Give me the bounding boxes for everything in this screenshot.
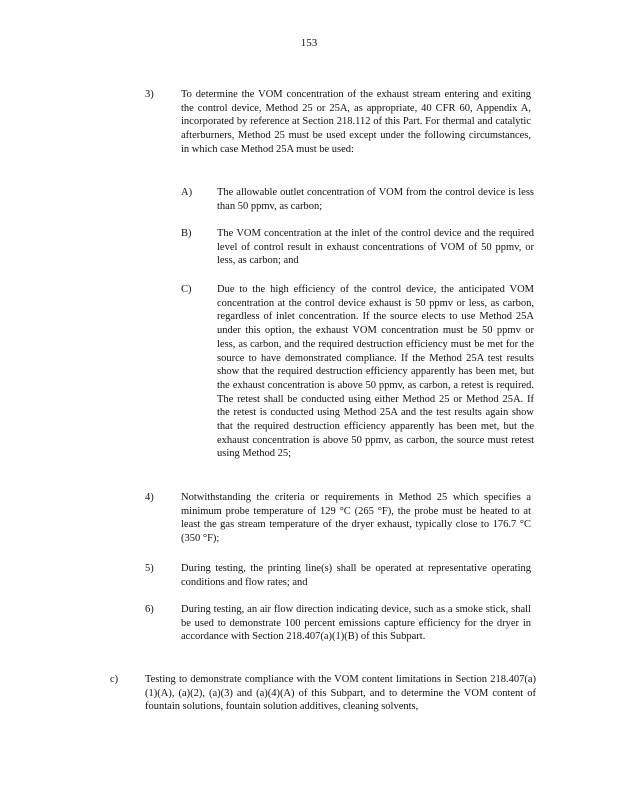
list-marker: B) [181,228,192,239]
list-item-text: During testing, an air flow direction indicating device, such as a smoke stick, shall be used to demonstrate 100 percent emissions capture efficiency for the dryer in accordance with Section 218.407(a)(1)(B) of this Subpart. [181,604,531,643]
list-marker: 3) [145,89,154,100]
list-item-text: Notwithstanding the criteria or requirements in Method 25 which specifies a minimum probe temperature of 129 °C (265 °F), the probe must be heated to at least the gas stream temperature of the dryer exhaust, typically close to 176.7 °C (350 °F); [181,492,531,545]
list-marker: 4) [145,492,154,503]
list-item-text: During testing, the printing line(s) shall be operated at representative operating conditions and flow rates; and [181,563,531,588]
list-item-text: To determine the VOM concentration of the exhaust stream entering and exiting the control device, Method 25 or 25A, as appropriate, 40 CFR 60, Appendix A, incorporated by reference at Section 218.112 of this Part. For thermal and catalytic afterburners, Method 25 must be used except under the following circumstances, in which case Method 25A must be used: [181,89,531,155]
list-marker: c) [110,674,119,685]
list-marker: C) [181,284,192,295]
list-item-text: Testing to demonstrate compliance with the VOM content limitations in Section 218.407(a)(1)(A), (a)(2), (a)(3) and (a)(4)(A) of this Subpart, and to determine the VOM content of fountain solutions, fountain solution additives, cleaning solvents, [145,674,536,713]
list-item-text: The allowable outlet concentration of VOM from the control device is less than 50 ppmv, as carbon; [217,187,534,212]
list-marker: 6) [145,604,154,615]
list-marker: A) [181,187,193,198]
page-number: 153 [300,37,318,49]
list-item-text: Due to the high efficiency of the control device, the anticipated VOM concentration at the control device exhaust is 50 ppmv or less, as carbon, regardless of inlet concentration. If the source elects to use Method 25A under this option, the exhaust VOM concentration must be 50 ppmv or less, as carbon, and the required destruction efficiency must be met for the source to have demonstrated compliance. If the Method 25A test results show that the required destruction efficiency apparently has been met, but the exhaust concentration is above 50 ppmv, as carbon, a retest is required. The retest shall be conducted using either Method 25 or Method 25A. If the retest is conducted using Method 25A and the test results again show that the required destruction efficiency apparently has been met, but the exhaust concentration is above 50 ppmv, as carbon, the source must retest using Method 25; [217,284,534,460]
list-marker: 5) [145,563,154,574]
list-item-text: The VOM concentration at the inlet of the control device and the required level of control result in exhaust concentrations of VOM of 50 ppmv, or less, as carbon; and [217,228,534,267]
